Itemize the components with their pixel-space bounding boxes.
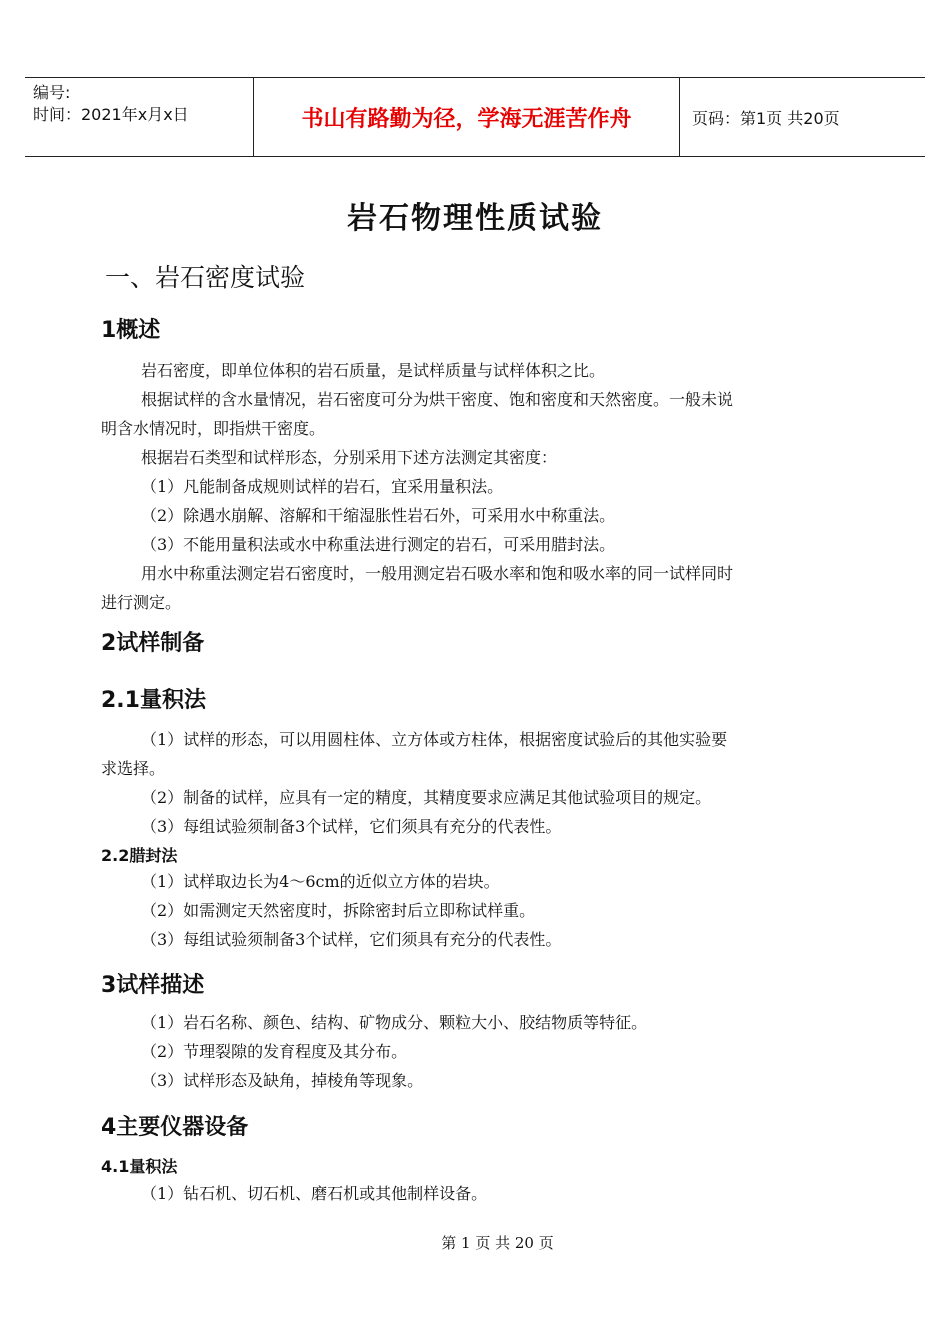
text-line: （1）钻石机、切石机、磨石机或其他制样设备。 — [141, 1184, 488, 1203]
text-line: （1）凡能制备成规则试样的岩石，宜采用量积法。 — [141, 477, 504, 496]
heading-volume-method: 2.1量积法 — [101, 688, 206, 713]
text-line: 进行测定。 — [101, 593, 182, 612]
equipment-paragraphs — [101, 1179, 851, 1208]
header-page-cell — [680, 78, 925, 156]
text-line: 根据岩石类型和试样形态，分别采用下述方法测定其密度： — [141, 448, 558, 467]
text-line: （1）试样取边长为4～6cm的近似立方体的岩块。 — [141, 872, 500, 891]
sample-description-paragraphs — [101, 1008, 851, 1095]
section-heading-1: 一、岩石密度试验 — [105, 263, 306, 292]
text-line: 根据试样的含水量情况，岩石密度可分为烘干密度、饱和密度和天然密度。一般未说 — [141, 390, 734, 409]
heading-overview: 1概述 — [101, 318, 161, 343]
motto-text: 书山有路勤为径，学海无涯苦作舟 — [301, 106, 632, 132]
text-line: （1）岩石名称、颜色、结构、矿物成分、颗粒大小、胶结物质等特征。 — [141, 1013, 648, 1032]
page-footer: 第 1 页 共 20 页 — [441, 1234, 554, 1252]
text-line: （2）制备的试样，应具有一定的精度，其精度要求应满足其他试验项目的规定。 — [141, 788, 712, 807]
text-line: 用水中称重法测定岩石密度时，一般用测定岩石吸水率和饱和吸水率的同一试样同时 — [141, 564, 734, 583]
text-line: （1）试样的形态，可以用圆柱体、立方体或方柱体，根据密度试验后的其他实验要 — [141, 730, 728, 749]
number-label: 编号: — [33, 83, 71, 102]
text-line: （3）每组试验须制备3个试样，它们须具有充分的代表性。 — [141, 817, 562, 836]
text-line: 岩石密度，即单位体积的岩石质量，是试样质量与试样体积之比。 — [141, 361, 606, 380]
text-line: （3）试样形态及缺角，掉棱角等现象。 — [141, 1071, 424, 1090]
heading-sample-description: 3试样描述 — [101, 973, 205, 998]
volume-method-paragraphs — [101, 725, 851, 841]
document-title: 岩石物理性质试验 — [347, 201, 603, 236]
overview-paragraphs — [101, 356, 851, 617]
header-left-cell — [25, 78, 254, 156]
time-label: 时间：2021年x月x日 — [33, 105, 189, 124]
text-line: （3）不能用量积法或水中称重法进行测定的岩石，可采用腊封法。 — [141, 535, 616, 554]
text-line: （2）除遇水崩解、溶解和干缩湿胀性岩石外，可采用水中称重法。 — [141, 506, 616, 525]
text-line: 明含水情况时，即指烘干密度。 — [101, 419, 326, 438]
text-line: （2）如需测定天然密度时，拆除密封后立即称试样重。 — [141, 901, 536, 920]
header-motto-cell — [254, 78, 680, 156]
text-line: 求选择。 — [101, 759, 166, 778]
text-line: （2）节理裂隙的发育程度及其分布。 — [141, 1042, 408, 1061]
heading-sample-prep: 2试样制备 — [101, 631, 205, 656]
heading-wax-method: 2.2腊封法 — [101, 846, 178, 865]
wax-method-paragraphs — [101, 867, 851, 954]
heading-equipment-volume: 4.1量积法 — [101, 1157, 178, 1176]
text-line: （3）每组试验须制备3个试样，它们须具有充分的代表性。 — [141, 930, 562, 949]
heading-equipment: 4主要仪器设备 — [101, 1115, 249, 1140]
page-label: 页码：第1页 共20页 — [692, 108, 840, 128]
header-table — [25, 77, 925, 157]
